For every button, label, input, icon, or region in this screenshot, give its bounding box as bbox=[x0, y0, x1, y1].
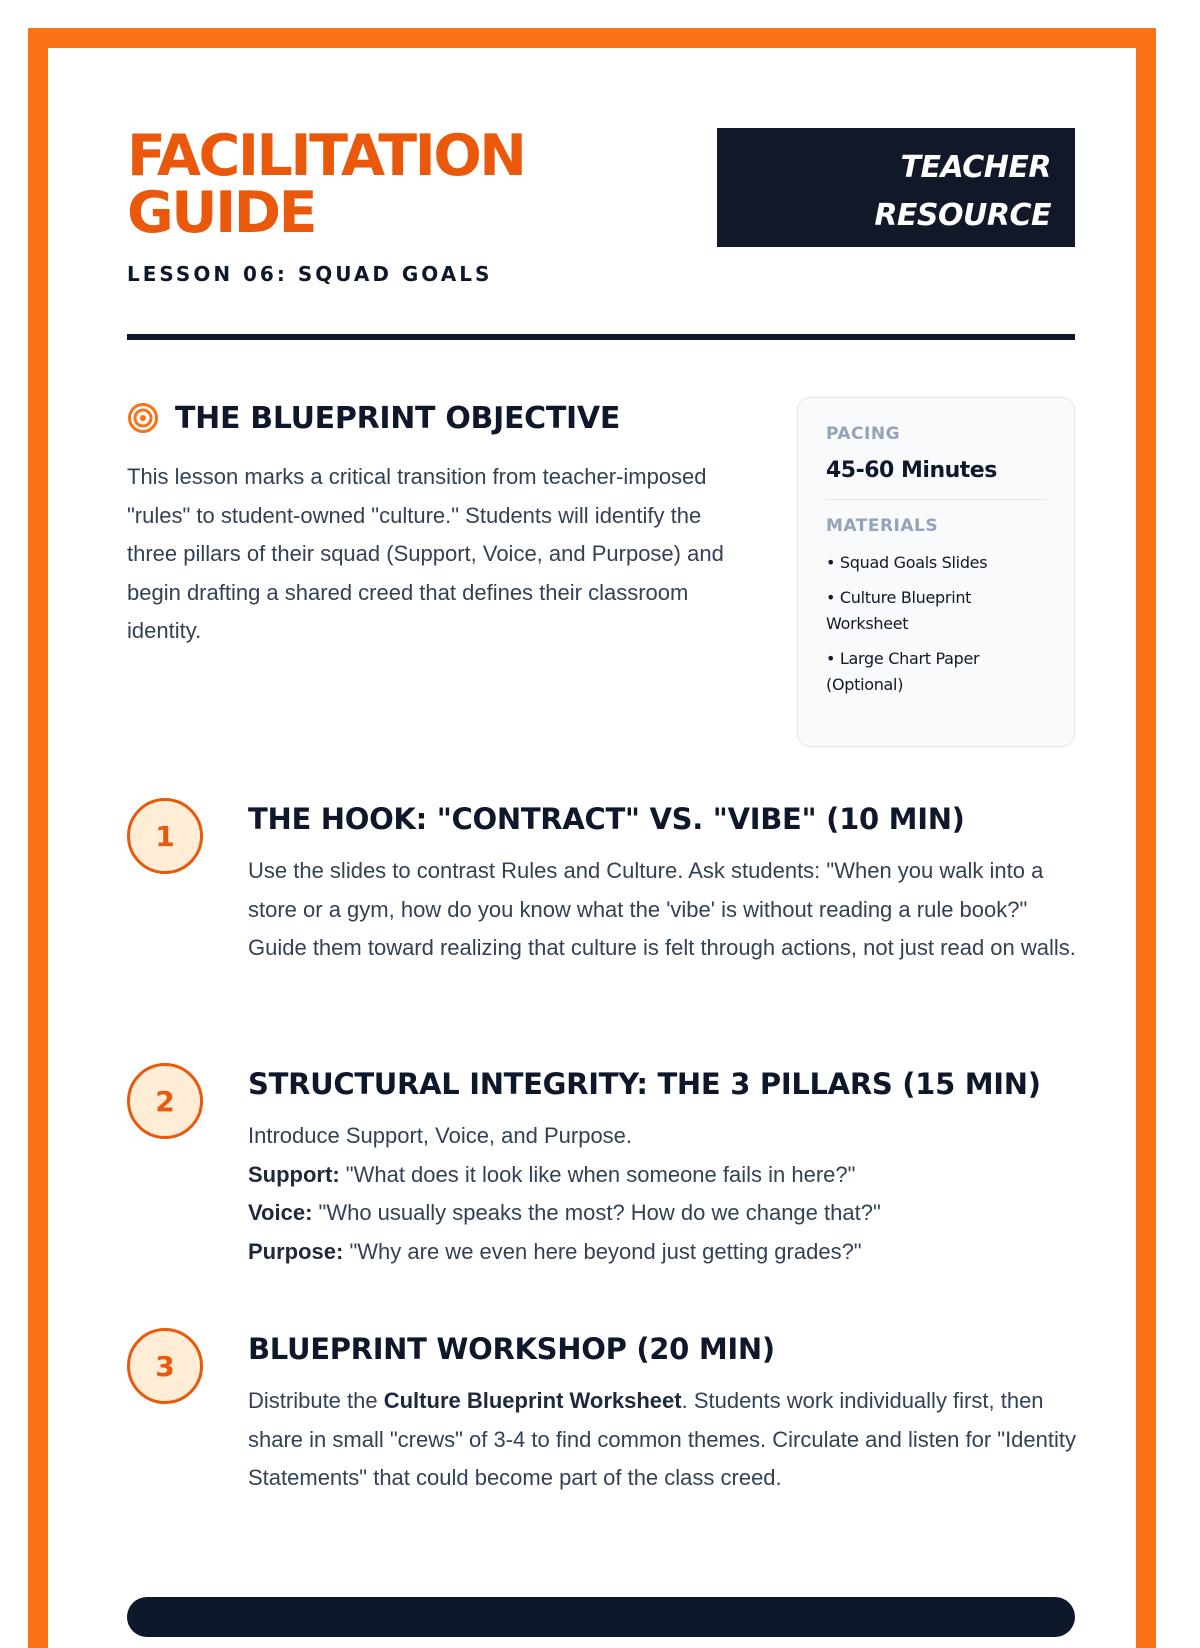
pillar-question: "Who usually speaks the most? How do we change that?" bbox=[312, 1200, 881, 1225]
materials-label: MATERIALS bbox=[826, 516, 939, 536]
objective-title: THE BLUEPRINT OBJECTIVE bbox=[175, 400, 621, 436]
objective-heading bbox=[127, 398, 737, 438]
pillars-intro: Introduce Support, Voice, and Purpose. bbox=[248, 1123, 633, 1148]
step-number-badge: 2 bbox=[127, 1063, 203, 1139]
pillar-question: "Why are we even here beyond just getting grades?" bbox=[343, 1238, 862, 1264]
page-header bbox=[127, 123, 1075, 340]
footer-bar bbox=[127, 1597, 1075, 1637]
badge-line-1: TEACHER bbox=[900, 150, 1051, 185]
step-1 bbox=[127, 798, 1075, 1008]
step-body bbox=[248, 1063, 1078, 1271]
pillar-label: Voice: bbox=[248, 1200, 313, 1225]
teacher-resource-badge bbox=[717, 128, 1075, 247]
step-body bbox=[248, 798, 1078, 968]
lesson-info-card bbox=[797, 397, 1075, 747]
step-text bbox=[248, 1382, 1078, 1498]
pillar-label: Purpose: bbox=[248, 1238, 344, 1264]
card-divider bbox=[826, 499, 1046, 500]
lesson-subtitle: LESSON 06: SQUAD GOALS bbox=[127, 262, 493, 286]
pacing-value: 45-60 Minutes bbox=[826, 458, 997, 483]
objective-text: This lesson marks a critical transition from teacher-imposed "rules" to student-owned "culture." Students will identify the three pillars of their squad (Support, Voice, and Purpose) and begin drafting a shared creed that defines their classroom identity. bbox=[127, 464, 724, 643]
header-divider bbox=[127, 334, 1075, 340]
worksheet-name: Culture Blueprint Worksheet bbox=[383, 1388, 682, 1413]
title-line-2: GUIDE bbox=[127, 180, 316, 246]
step-title: BLUEPRINT WORKSHOP (20 MIN) bbox=[248, 1332, 775, 1366]
pillar-label: Support: bbox=[248, 1161, 340, 1187]
step-3 bbox=[127, 1328, 1075, 1508]
material-item: • Squad Goals Slides bbox=[826, 553, 988, 572]
materials-list bbox=[826, 550, 1046, 698]
step-title: STRUCTURAL INTEGRITY: THE 3 PILLARS (15 MIN) bbox=[248, 1067, 1041, 1101]
material-item: • Large Chart Paper (Optional) bbox=[826, 649, 980, 694]
step-number-badge: 3 bbox=[127, 1328, 203, 1404]
step-2 bbox=[127, 1063, 1075, 1273]
objective-section bbox=[127, 398, 737, 651]
step-text-before: Distribute the bbox=[248, 1388, 384, 1413]
step-text-after: . Students work individually first, then share in small "crews" of 3-4 to find common themes. Circulate and listen for "Identity Statements" that could become part of the class creed. bbox=[248, 1388, 1076, 1490]
pillar-question: "What does it look like when someone fails in here?" bbox=[339, 1161, 856, 1187]
step-number-badge: 1 bbox=[127, 798, 203, 874]
step-body bbox=[248, 1328, 1078, 1498]
badge-line-2: RESOURCE bbox=[874, 198, 1051, 233]
pacing-label: PACING bbox=[826, 424, 901, 444]
step-text: Use the slides to contrast Rules and Culture. Ask students: "When you walk into a store or a gym, how do you know what the 'vibe' is without reading a rule book?" Guide them toward realizing that culture is felt through actions, not just read on walls. bbox=[248, 858, 1076, 960]
title-line-1: FACILITATION bbox=[127, 123, 525, 189]
step-title: THE HOOK: "CONTRACT" VS. "VIBE" (10 MIN) bbox=[248, 802, 965, 836]
material-item: • Culture Blueprint Worksheet bbox=[826, 588, 972, 633]
target-icon bbox=[127, 402, 159, 434]
step-text bbox=[248, 1117, 1078, 1271]
